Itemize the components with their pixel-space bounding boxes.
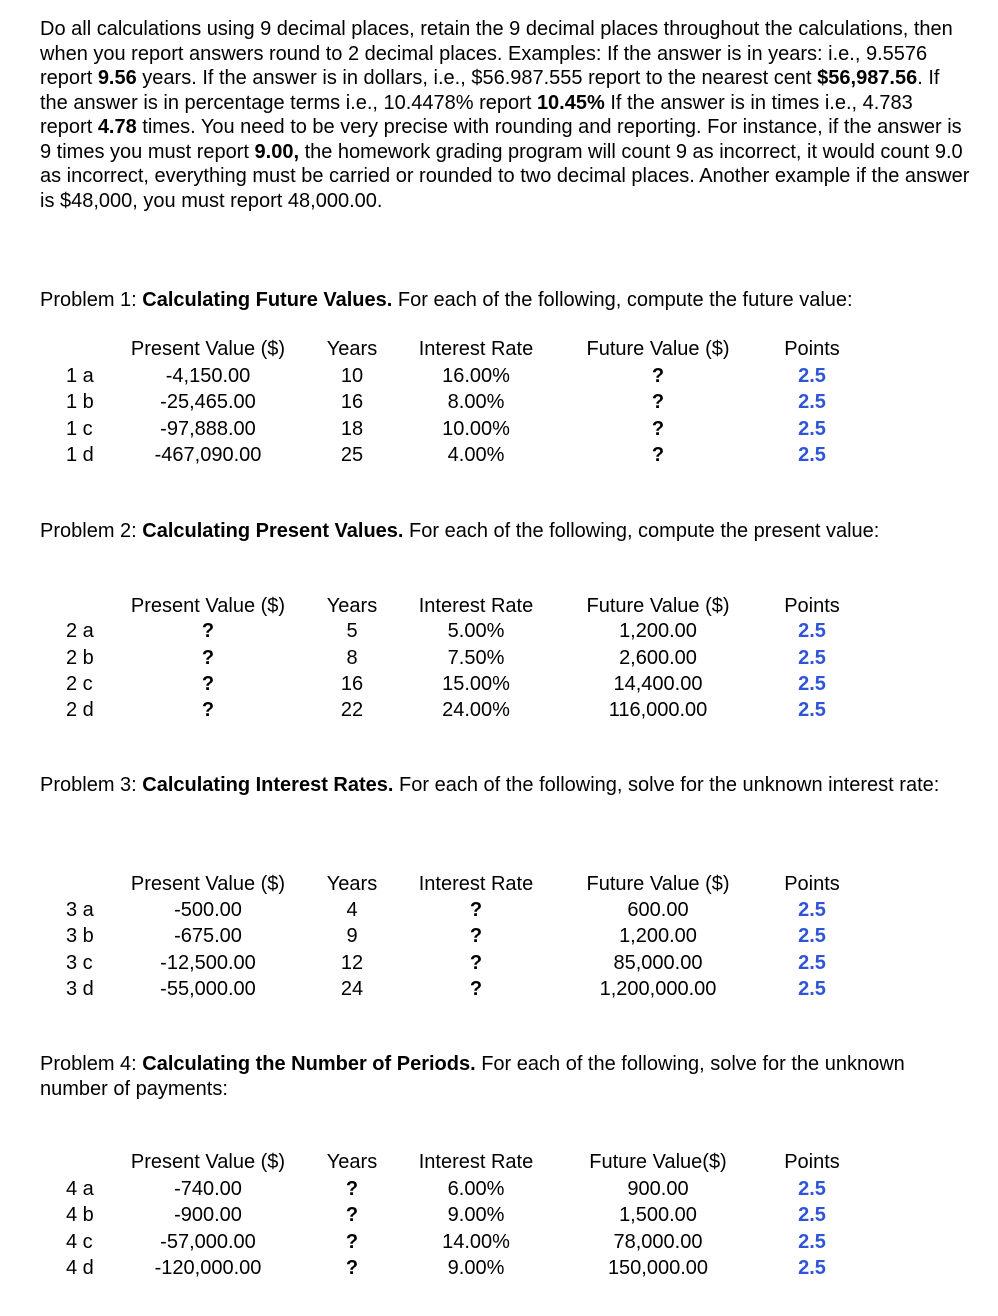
problem-1-title: Calculating Future Values. bbox=[142, 289, 393, 311]
cell-future-value: 85,000.00 bbox=[613, 952, 703, 974]
cell-points: 2.5 bbox=[798, 647, 826, 669]
intro-text-4: If the answer is in times i.e., 4.783 report bbox=[40, 91, 913, 138]
header-points: Points bbox=[784, 595, 840, 617]
cell-points: 2.5 bbox=[798, 1231, 826, 1253]
row-label: 2 c bbox=[66, 673, 93, 695]
problem-1-prefix: Problem 1: bbox=[40, 289, 143, 311]
cell-present-value-unknown: ? bbox=[201, 673, 215, 695]
cell-points: 2.5 bbox=[798, 1204, 826, 1226]
cell-future-value: 1,200.00 bbox=[619, 620, 697, 642]
problem-2-heading bbox=[40, 519, 970, 544]
row-label: 1 d bbox=[66, 444, 94, 466]
header-years: Years bbox=[326, 873, 378, 895]
cell-years-unknown: ? bbox=[345, 1231, 359, 1253]
problem-4-prefix: Problem 4: bbox=[40, 1053, 143, 1075]
cell-interest-rate: 9.00% bbox=[447, 1257, 505, 1279]
cell-interest-rate: 5.00% bbox=[447, 620, 505, 642]
row-label: 1 b bbox=[66, 391, 94, 413]
cell-future-value: 600.00 bbox=[627, 899, 689, 921]
cell-interest-rate: 4.00% bbox=[447, 444, 505, 466]
row-label: 2 a bbox=[66, 620, 94, 642]
row-label: 3 b bbox=[66, 925, 94, 947]
row-label: 4 d bbox=[66, 1257, 94, 1279]
header-years: Years bbox=[326, 1151, 378, 1173]
cell-interest-rate: 6.00% bbox=[447, 1178, 505, 1200]
cell-points: 2.5 bbox=[798, 952, 826, 974]
cell-interest-rate: 8.00% bbox=[447, 391, 505, 413]
problem-1-instruction: For each of the following, compute the future value: bbox=[392, 289, 853, 311]
instructions-paragraph bbox=[40, 17, 970, 213]
intro-bold-percent: 10.45% bbox=[536, 91, 605, 114]
cell-future-value: 14,400.00 bbox=[613, 673, 703, 695]
cell-points: 2.5 bbox=[798, 365, 826, 387]
cell-interest-rate-unknown: ? bbox=[469, 925, 483, 947]
row-label: 4 b bbox=[66, 1204, 94, 1226]
cell-points: 2.5 bbox=[798, 1178, 826, 1200]
cell-present-value: -675.00 bbox=[174, 925, 242, 947]
intro-bold-years: 9.56 bbox=[97, 67, 137, 89]
intro-bold-times: 4.78 bbox=[97, 116, 137, 138]
cell-present-value: -120,000.00 bbox=[154, 1257, 262, 1279]
row-label: 4 c bbox=[66, 1231, 93, 1253]
cell-years: 22 bbox=[340, 699, 364, 721]
problem-3-instruction: For each of the following, solve for the unknown interest rate: bbox=[393, 774, 940, 796]
cell-points: 2.5 bbox=[798, 391, 826, 413]
cell-interest-rate: 10.00% bbox=[442, 418, 510, 440]
header-present-value: Present Value ($) bbox=[130, 873, 286, 895]
cell-years: 16 bbox=[340, 673, 364, 695]
problem-3-prefix: Problem 3: bbox=[40, 774, 143, 796]
cell-years-unknown: ? bbox=[345, 1204, 359, 1226]
cell-years: 8 bbox=[346, 647, 358, 669]
cell-years: 16 bbox=[340, 391, 364, 413]
cell-points: 2.5 bbox=[798, 620, 826, 642]
cell-points: 2.5 bbox=[798, 418, 826, 440]
header-future-value: Future Value($) bbox=[589, 1151, 727, 1173]
cell-future-value: 1,200,000.00 bbox=[599, 978, 717, 1000]
cell-present-value: -900.00 bbox=[174, 1204, 242, 1226]
cell-years: 9 bbox=[346, 925, 358, 947]
cell-points: 2.5 bbox=[798, 444, 826, 466]
cell-interest-rate-unknown: ? bbox=[469, 952, 483, 974]
cell-years: 25 bbox=[340, 444, 364, 466]
cell-present-value: -500.00 bbox=[174, 899, 242, 921]
cell-present-value: -12,500.00 bbox=[160, 952, 256, 974]
cell-future-value: 116,000.00 bbox=[608, 699, 708, 721]
cell-future-value-unknown: ? bbox=[651, 418, 665, 440]
cell-present-value-unknown: ? bbox=[201, 699, 215, 721]
cell-future-value: 2,600.00 bbox=[619, 647, 697, 669]
problem-2-prefix: Problem 2: bbox=[40, 520, 143, 542]
cell-future-value: 150,000.00 bbox=[607, 1257, 709, 1279]
problem-2-title: Calculating Present Values. bbox=[142, 520, 404, 542]
cell-interest-rate: 15.00% bbox=[442, 673, 510, 695]
intro-bold-dollars: $56,987.56 bbox=[817, 67, 918, 89]
intro-text-5: times. You need to be very precise with rounding and reporting. For instance, if the answer is 9 times you must report bbox=[40, 116, 962, 163]
row-label: 2 d bbox=[66, 699, 94, 721]
header-future-value: Future Value ($) bbox=[586, 873, 730, 895]
row-label: 3 c bbox=[66, 952, 93, 974]
cell-present-value-unknown: ? bbox=[201, 620, 215, 642]
problem-2-instruction: For each of the following, compute the present value: bbox=[403, 520, 880, 542]
row-label: 3 d bbox=[66, 978, 94, 1000]
cell-points: 2.5 bbox=[798, 978, 826, 1000]
cell-present-value: -740.00 bbox=[174, 1178, 242, 1200]
cell-points: 2.5 bbox=[798, 925, 826, 947]
header-present-value: Present Value ($) bbox=[130, 1151, 286, 1173]
intro-text-1: Do all calculations using 9 decimal places, retain the 9 decimal places throughout the calculations, then when you report answers round to 2 decimal places. Examples: If the answer is in years: i.e., 9.5576 report bbox=[40, 18, 953, 89]
cell-interest-rate: 9.00% bbox=[447, 1204, 505, 1226]
cell-future-value-unknown: ? bbox=[651, 391, 665, 413]
cell-years: 12 bbox=[340, 952, 364, 974]
row-label: 1 c bbox=[66, 418, 93, 440]
cell-interest-rate-unknown: ? bbox=[469, 978, 483, 1000]
problem-4-heading bbox=[40, 1052, 970, 1101]
cell-interest-rate: 14.00% bbox=[442, 1231, 510, 1253]
cell-interest-rate: 16.00% bbox=[442, 365, 510, 387]
intro-bold-nine: 9.00, bbox=[254, 140, 300, 163]
row-label: 1 a bbox=[66, 365, 94, 387]
cell-years: 24 bbox=[340, 978, 364, 1000]
header-interest-rate: Interest Rate bbox=[418, 338, 534, 360]
cell-years: 10 bbox=[340, 365, 364, 387]
problem-3-heading bbox=[40, 773, 970, 798]
header-interest-rate: Interest Rate bbox=[418, 1151, 534, 1173]
cell-years: 18 bbox=[340, 418, 364, 440]
header-years: Years bbox=[326, 595, 378, 617]
intro-text-6: the homework grading program will count 9 as incorrect, it would count 9.0 as incorrect, everything must be carried or rounded to two decimal places. Another example if the answer is $48,000, you must report 48,000.00. bbox=[40, 140, 970, 212]
cell-years: 5 bbox=[346, 620, 358, 642]
header-points: Points bbox=[784, 338, 840, 360]
cell-points: 2.5 bbox=[798, 699, 826, 721]
cell-present-value: -55,000.00 bbox=[160, 978, 256, 1000]
row-label: 2 b bbox=[66, 647, 94, 669]
header-interest-rate: Interest Rate bbox=[418, 873, 534, 895]
cell-present-value: -25,465.00 bbox=[160, 391, 256, 413]
problem-4-title: Calculating the Number of Periods. bbox=[142, 1053, 476, 1075]
cell-future-value-unknown: ? bbox=[651, 444, 665, 466]
cell-present-value: -4,150.00 bbox=[165, 365, 251, 387]
cell-future-value-unknown: ? bbox=[651, 365, 665, 387]
cell-future-value: 900.00 bbox=[627, 1178, 689, 1200]
cell-future-value: 1,500.00 bbox=[619, 1204, 697, 1226]
cell-future-value: 1,200.00 bbox=[619, 925, 697, 947]
cell-future-value: 78,000.00 bbox=[613, 1231, 703, 1253]
cell-present-value-unknown: ? bbox=[201, 647, 215, 669]
cell-interest-rate: 7.50% bbox=[447, 647, 505, 669]
problem-3-title: Calculating Interest Rates. bbox=[142, 774, 394, 796]
header-interest-rate: Interest Rate bbox=[418, 595, 534, 617]
cell-points: 2.5 bbox=[798, 673, 826, 695]
intro-text-3: . If the answer is in percentage terms i.e., 10.4478% report bbox=[40, 67, 940, 114]
header-years: Years bbox=[326, 338, 378, 360]
header-points: Points bbox=[784, 873, 840, 895]
row-label: 4 a bbox=[66, 1178, 94, 1200]
cell-present-value: -97,888.00 bbox=[160, 418, 256, 440]
cell-present-value: -57,000.00 bbox=[160, 1231, 256, 1253]
cell-present-value: -467,090.00 bbox=[154, 444, 262, 466]
cell-years-unknown: ? bbox=[345, 1257, 359, 1279]
problem-4-instruction: For each of the following, solve for the unknown number of payments: bbox=[40, 1053, 905, 1100]
header-future-value: Future Value ($) bbox=[586, 595, 730, 617]
cell-interest-rate: 24.00% bbox=[442, 699, 510, 721]
row-label: 3 a bbox=[66, 899, 94, 921]
header-present-value: Present Value ($) bbox=[130, 338, 286, 360]
cell-years-unknown: ? bbox=[345, 1178, 359, 1200]
header-future-value: Future Value ($) bbox=[586, 338, 730, 360]
problem-1-heading bbox=[40, 288, 970, 313]
intro-text-2: years. If the answer is in dollars, i.e., $56.987.555 report to the nearest cent bbox=[136, 67, 818, 89]
header-present-value: Present Value ($) bbox=[130, 595, 286, 617]
header-points: Points bbox=[784, 1151, 840, 1173]
cell-points: 2.5 bbox=[798, 899, 826, 921]
cell-interest-rate-unknown: ? bbox=[469, 899, 483, 921]
cell-points: 2.5 bbox=[798, 1257, 826, 1279]
cell-years: 4 bbox=[346, 899, 358, 921]
